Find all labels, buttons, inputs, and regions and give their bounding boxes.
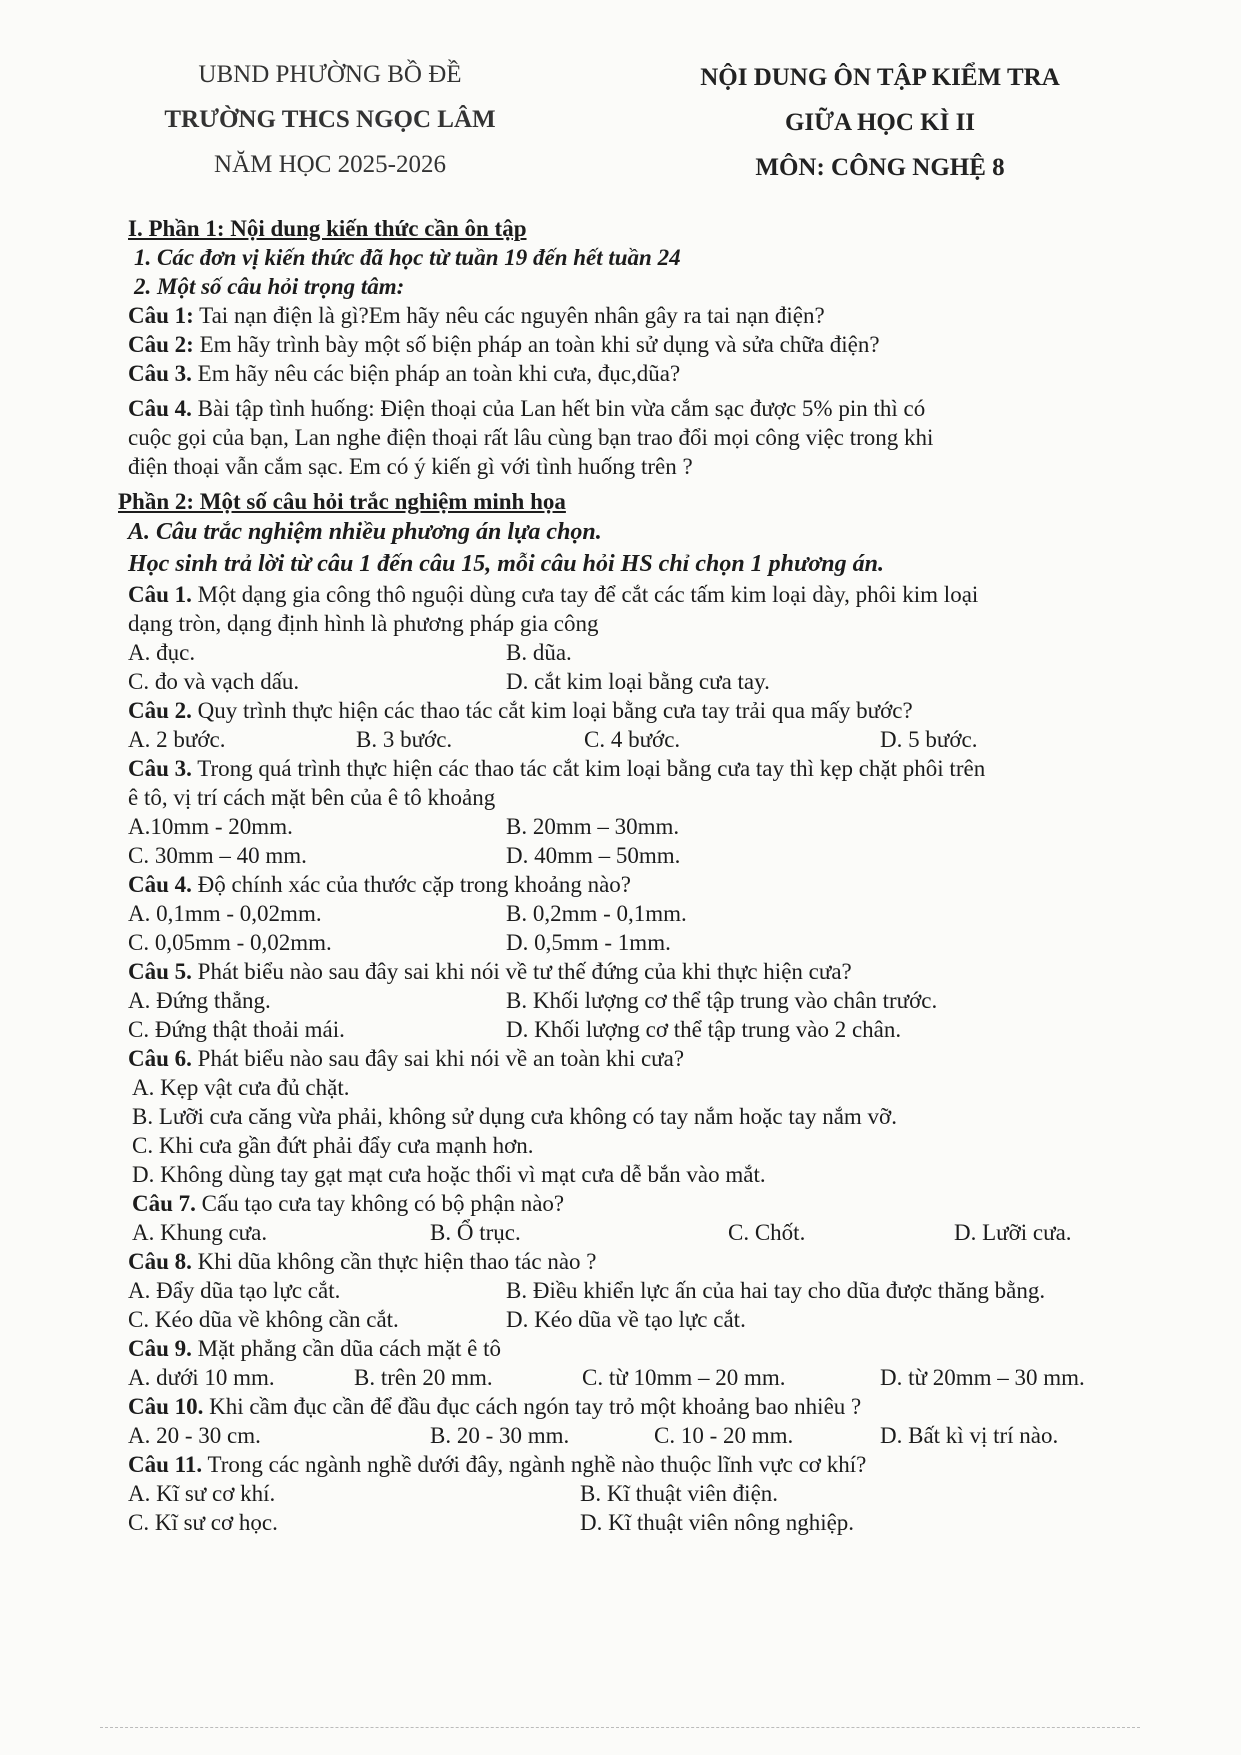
mc-question-5-options-row2 xyxy=(128,1015,1143,1044)
mc-question-1-options-row1 xyxy=(128,638,1143,667)
option-a: A. 2 bước. xyxy=(128,727,226,752)
part1-heading: I. Phần 1: Nội dung kiến thức cần ôn tập xyxy=(128,216,527,241)
part2-sub-a: A. Câu trắc nghiệm nhiều phương án lựa chọn. xyxy=(128,519,602,545)
mc-question-7-options xyxy=(128,1218,1143,1247)
mc-question-2: Câu 2. Quy trình thực hiện các thao tác cắt kim loại bằng cưa tay trải qua mấy bước? xyxy=(128,698,913,723)
focus-question-2: Câu 2: Em hãy trình bày một số biện pháp an toàn khi sử dụng và sửa chữa điện? xyxy=(128,332,880,357)
option-c: C. đo và vạch dấu. xyxy=(128,669,300,694)
header-right xyxy=(650,55,1110,190)
mc-question-3: Câu 3. Trong quá trình thực hiện các thao tác cắt kim loại bằng cưa tay thì kẹp chặt phôi trên xyxy=(128,756,986,781)
mc-question-8-options-row1 xyxy=(128,1276,1143,1305)
option-a: A. 0,1mm - 0,02mm. xyxy=(128,901,322,926)
option-c: C. Kĩ sư cơ học. xyxy=(128,1510,278,1535)
option-c: C. Kéo dũa về không cần cắt. xyxy=(128,1307,399,1332)
option-b: B. Lưỡi cưa căng vừa phải, không sử dụng cưa không có tay nắm hoặc tay nắm vỡ. xyxy=(132,1104,897,1129)
mc-question-5-options-row1 xyxy=(128,986,1143,1015)
mc-question-4: Câu 4. Độ chính xác của thước cặp trong khoảng nào? xyxy=(128,872,632,897)
option-d: D. 40mm – 50mm. xyxy=(506,843,681,868)
option-a: A. đục. xyxy=(128,640,196,665)
option-b: B. 3 bước. xyxy=(356,727,453,752)
mc-question-3-options-row2 xyxy=(128,841,1143,870)
mc-question-7: Câu 7. Cấu tạo cưa tay không có bộ phận nào? xyxy=(132,1191,565,1216)
term-title: GIỮA HỌC KÌ II xyxy=(784,109,976,136)
focus-question-4: Câu 4. Bài tập tình huống: Điện thoại của Lan hết bin vừa cắm sạc được 5% pin thì có xyxy=(128,396,926,421)
mc-question-3-options-row1 xyxy=(128,812,1143,841)
focus-question-1: Câu 1: Tai nạn điện là gì?Em hãy nêu các nguyên nhân gây ra tai nạn điện? xyxy=(128,303,825,328)
mc-question-3-line2: ê tô, vị trí cách mặt bên của ê tô khoảng xyxy=(128,785,496,810)
mc-question-10-options xyxy=(128,1421,1143,1450)
mc-question-5: Câu 5. Phát biểu nào sau đây sai khi nói về tư thế đứng của khi thực hiện cưa? xyxy=(128,959,852,984)
option-b: B. Ổ trục. xyxy=(430,1220,521,1245)
option-c: C. 0,05mm - 0,02mm. xyxy=(128,930,332,955)
focus-question-4-line2: cuộc gọi của bạn, Lan nghe điện thoại rất lâu cùng bạn trao đổi mọi công việc trong khi xyxy=(128,425,934,450)
option-a: A. Kĩ sư cơ khí. xyxy=(128,1481,276,1506)
document-body xyxy=(118,214,1143,1537)
mc-question-10: Câu 10. Khi cầm đục cần để đầu đục cách ngón tay trỏ một khoảng bao nhiêu ? xyxy=(128,1394,862,1419)
mc-question-1-line2: dạng tròn, dạng định hình là phương pháp gia công xyxy=(128,611,599,636)
option-d: D. Kéo dũa về tạo lực cắt. xyxy=(506,1307,746,1332)
option-b: B. 0,2mm - 0,1mm. xyxy=(506,901,687,926)
option-c: C. 10 - 20 mm. xyxy=(654,1423,794,1448)
option-a: A. dưới 10 mm. xyxy=(128,1365,275,1390)
mc-question-1: Câu 1. Một dạng gia công thô nguội dùng cưa tay để cắt các tấm kim loại dày, phôi kim loại xyxy=(128,582,979,607)
mc-question-2-options xyxy=(128,725,1143,754)
option-d: D. từ 20mm – 30 mm. xyxy=(880,1365,1085,1390)
ward-name: UBND PHƯỜNG BỒ ĐỀ xyxy=(198,61,462,88)
option-d: D. Bất kì vị trí nào. xyxy=(880,1423,1059,1448)
option-d: D. cắt kim loại bằng cưa tay. xyxy=(506,669,770,694)
option-b: B. Khối lượng cơ thể tập trung vào chân trước. xyxy=(506,988,938,1013)
focus-question-4-line3: điện thoại vẫn cắm sạc. Em có ý kiến gì với tình huống trên ? xyxy=(128,454,693,479)
school-year: NĂM HỌC 2025-2026 xyxy=(214,151,446,178)
mc-question-11: Câu 11. Trong các ngành nghề dưới đây, ngành nghề nào thuộc lĩnh vực cơ khí? xyxy=(128,1452,867,1477)
part2-heading: Phần 2: Một số câu hỏi trắc nghiệm minh họa xyxy=(118,489,566,514)
part1-sub2: 2. Một số câu hỏi trọng tâm: xyxy=(134,274,405,299)
part2-instruction: Học sinh trả lời từ câu 1 đến câu 15, mỗi câu hỏi HS chỉ chọn 1 phương án. xyxy=(128,551,884,577)
option-d: D. Kĩ thuật viên nông nghiệp. xyxy=(580,1510,855,1535)
mc-question-4-options-row2 xyxy=(128,928,1143,957)
option-b: B. 20 - 30 mm. xyxy=(430,1423,570,1448)
mc-question-11-options-row2 xyxy=(128,1508,1143,1537)
option-d: D. 0,5mm - 1mm. xyxy=(506,930,671,955)
mc-question-6: Câu 6. Phát biểu nào sau đây sai khi nói về an toàn khi cưa? xyxy=(128,1046,685,1071)
mc-question-8-options-row2 xyxy=(128,1305,1143,1334)
document-title: NỘI DUNG ÔN TẬP KIỂM TRA xyxy=(700,64,1060,91)
option-a: A. Khung cưa. xyxy=(132,1220,268,1245)
option-d: D. 5 bước. xyxy=(880,727,978,752)
mc-question-4-options-row1 xyxy=(128,899,1143,928)
scan-edge-line xyxy=(100,1727,1140,1728)
option-a: A. Kẹp vật cưa đủ chặt. xyxy=(132,1075,350,1100)
option-b: B. 20mm – 30mm. xyxy=(506,814,680,839)
option-c: C. 30mm – 40 mm. xyxy=(128,843,307,868)
option-a: A. Đẩy dũa tạo lực cắt. xyxy=(128,1278,341,1303)
mc-question-9-options xyxy=(128,1363,1143,1392)
option-a: A. 20 - 30 cm. xyxy=(128,1423,261,1448)
mc-question-8: Câu 8. Khi dũa không cần thực hiện thao tác nào ? xyxy=(128,1249,597,1274)
option-d: D. Khối lượng cơ thể tập trung vào 2 chân. xyxy=(506,1017,902,1042)
option-c: C. Khi cưa gần đứt phải đẩy cưa mạnh hơn. xyxy=(132,1133,534,1158)
mc-question-9: Câu 9. Mặt phẳng cần dũa cách mặt ê tô xyxy=(128,1336,502,1361)
option-c: C. Đứng thật thoải mái. xyxy=(128,1017,345,1042)
mc-question-1-options-row2 xyxy=(128,667,1143,696)
header-left xyxy=(130,52,530,187)
option-d: D. Không dùng tay gạt mạt cưa hoặc thổi vì mạt cưa dễ bắn vào mắt. xyxy=(132,1162,766,1187)
option-a: A. Đứng thẳng. xyxy=(128,988,271,1013)
option-b: B. Điều khiển lực ấn của hai tay cho dũa được thăng bằng. xyxy=(506,1278,1046,1303)
mc-question-11-options-row1 xyxy=(128,1479,1143,1508)
option-d: D. Lưỡi cưa. xyxy=(954,1220,1072,1245)
option-c: C. từ 10mm – 20 mm. xyxy=(582,1365,786,1390)
option-b: B. Kĩ thuật viên điện. xyxy=(580,1481,779,1506)
option-c: C. 4 bước. xyxy=(584,727,681,752)
option-b: B. dũa. xyxy=(506,640,572,665)
focus-question-3: Câu 3. Em hãy nêu các biện pháp an toàn khi cưa, đục,dũa? xyxy=(128,361,681,386)
option-b: B. trên 20 mm. xyxy=(354,1365,493,1390)
school-name: TRƯỜNG THCS NGỌC LÂM xyxy=(164,106,496,133)
option-c: C. Chốt. xyxy=(728,1220,806,1245)
subject-title: MÔN: CÔNG NGHỆ 8 xyxy=(755,154,1005,181)
part1-sub1: 1. Các đơn vị kiến thức đã học từ tuần 19 đến hết tuần 24 xyxy=(134,245,681,270)
option-a: A.10mm - 20mm. xyxy=(128,814,293,839)
